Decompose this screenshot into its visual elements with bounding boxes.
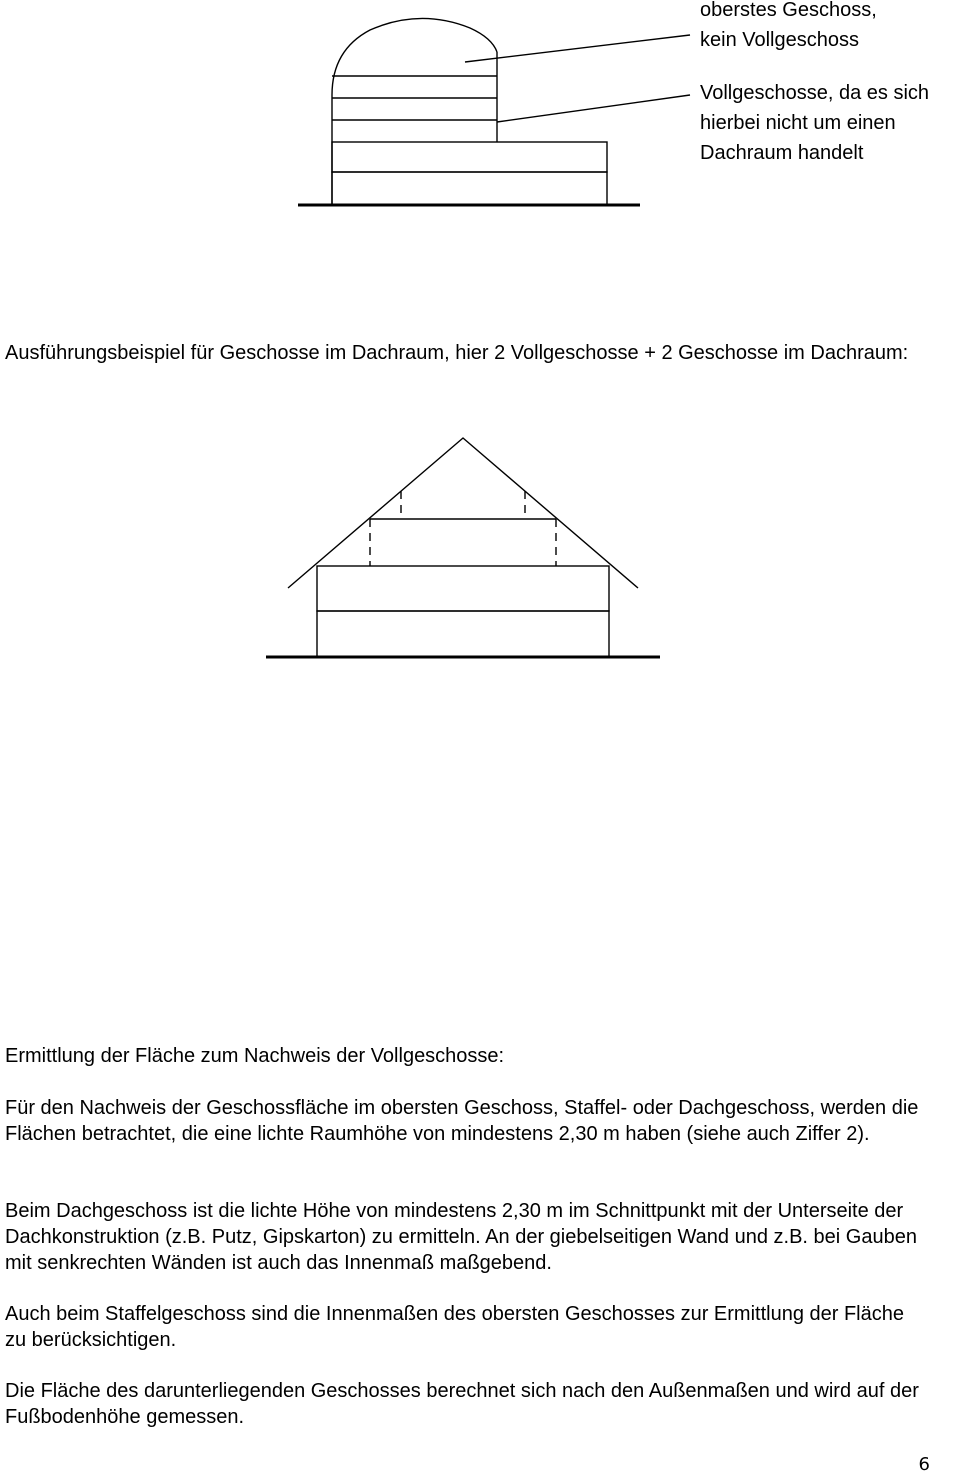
gable-roof-diagram	[0, 0, 960, 680]
label-mid-line-1: Vollgeschosse, da es sich	[700, 82, 930, 104]
paragraph-3: Auch beim Staffelgeschoss sind die Innenmaßen des obersten Geschosses zur Ermittlung der Fläche zu berücksichtigen.	[5, 1303, 904, 1351]
paragraph-4: Die Fläche des darunterliegenden Geschosses berechnet sich nach den Außenmaßen und wird auf der Fußbodenhöhe gemessen.	[5, 1380, 919, 1428]
lower-full-storey	[317, 611, 609, 657]
paragraph-2: Beim Dachgeschoss ist die lichte Höhe von mindestens 2,30 m im Schnittpunkt mit der Unterseite der Dachkonstruktion (z.B. Putz, Gipskarton) zu ermitteln. An der giebelseitigen Wand und z.B. bei Gauben mit senkrechten Wänden ist auch das Innenmaß maßgebend.	[5, 1200, 917, 1274]
label-mid-line-3: Dachraum handelt	[700, 142, 864, 164]
label-mid-line-2: hierbei nicht um einen	[700, 112, 896, 134]
label-top-line-1: oberstes Geschoss,	[700, 0, 877, 21]
paragraph-1: Für den Nachweis der Geschossfläche im obersten Geschoss, Staffel- oder Dachgeschoss, werden die Flächen betrachtet, die eine lichte Raumhöhe von mindestens 2,30 m haben (siehe auch Ziffer 2).	[5, 1097, 919, 1145]
page-number: 6	[918, 1454, 930, 1475]
label-top-line-2: kein Vollgeschoss	[700, 29, 859, 51]
section-heading: Ermittlung der Fläche zum Nachweis der Vollgeschosse:	[5, 1045, 505, 1067]
upper-full-storey	[317, 566, 609, 611]
example-heading: Ausführungsbeispiel für Geschosse im Dachraum, hier 2 Vollgeschosse + 2 Geschosse im Dachraum:	[5, 342, 909, 364]
